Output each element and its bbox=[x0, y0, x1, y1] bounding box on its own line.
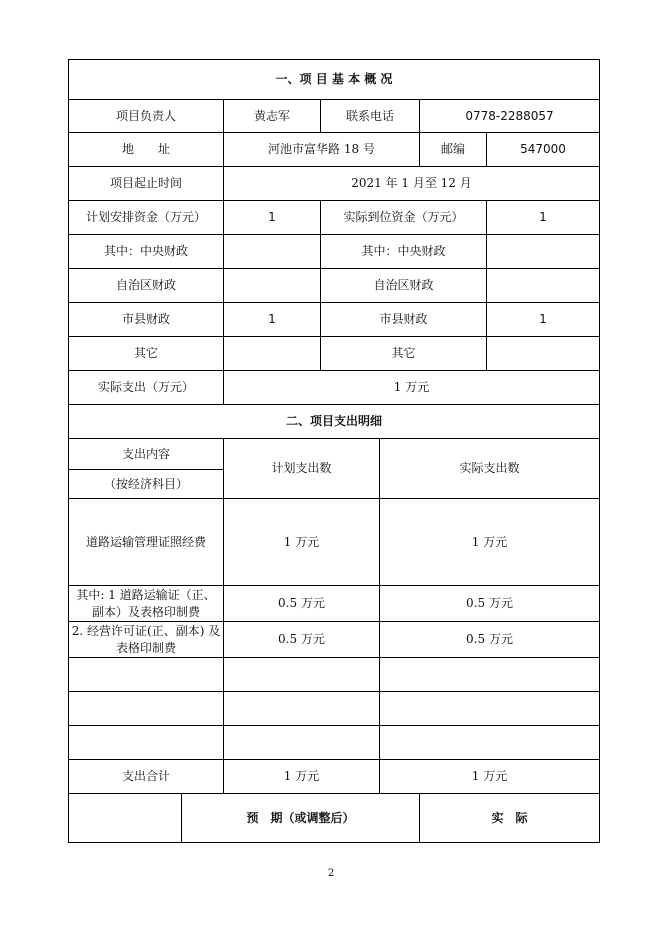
central-finance-label-right: 其中：中央财政 bbox=[361, 244, 446, 258]
section2-title: 二、项目支出明细 bbox=[285, 414, 382, 428]
city-finance-value-left: 1 bbox=[268, 312, 276, 326]
row2-planned: 0.5 万元 bbox=[278, 596, 325, 610]
header-content: 支出内容 bbox=[121, 446, 170, 461]
postcode-value: 547000 bbox=[520, 142, 566, 156]
city-finance-label-right: 市县财政 bbox=[379, 312, 428, 326]
address-value: 河池市富华路 18 号 bbox=[268, 142, 375, 156]
total-actual: 1 万元 bbox=[471, 769, 508, 783]
header-actual: 实际支出数 bbox=[459, 461, 520, 475]
actual-spend-value: 1 万元 bbox=[393, 380, 430, 394]
total-label: 支出合计 bbox=[121, 769, 170, 783]
postcode-label: 邮编 bbox=[440, 142, 465, 156]
section1-title: 一、项 目 基 本 概 况 bbox=[275, 72, 393, 86]
actual-spend-label: 实际支出（万元） bbox=[97, 380, 194, 394]
phone-value: 0778-2288057 bbox=[465, 108, 554, 123]
leader-label: 项目负责人 bbox=[115, 108, 176, 123]
header-planned: 计划支出数 bbox=[271, 461, 332, 475]
row2-actual: 0.5 万元 bbox=[466, 596, 513, 610]
header-content-sub: （按经济科目） bbox=[103, 476, 188, 491]
address-label: 地 址 bbox=[121, 142, 170, 156]
row3-planned: 0.5 万元 bbox=[278, 632, 325, 646]
planned-funds-value: 1 bbox=[268, 210, 276, 224]
other-label-right: 其它 bbox=[391, 346, 416, 360]
total-planned: 1 万元 bbox=[283, 769, 320, 783]
other-label-left: 其它 bbox=[133, 346, 158, 360]
leader-value: 黄志军 bbox=[253, 108, 290, 123]
actual-funds-label: 实际到位资金（万元） bbox=[343, 210, 464, 224]
row2-content: 其中: 1 道路运输证（正、副本）及表格印制费 bbox=[76, 587, 216, 619]
planned-funds-label: 计划安排资金（万元） bbox=[85, 210, 206, 224]
city-finance-value-right: 1 bbox=[539, 312, 547, 326]
period-value: 2021 年 1 月至 12 月 bbox=[351, 176, 472, 190]
period-label: 项目起止时间 bbox=[109, 176, 182, 190]
row1-content: 道路运输管理证照经费 bbox=[85, 534, 206, 549]
row3-actual: 0.5 万元 bbox=[466, 632, 513, 646]
central-finance-label-left: 其中：中央财政 bbox=[103, 244, 188, 258]
city-finance-label-left: 市县财政 bbox=[121, 312, 170, 326]
row1-actual: 1 万元 bbox=[471, 534, 508, 549]
actual-funds-value: 1 bbox=[539, 210, 547, 224]
expected-label: 预 期（或调整后） bbox=[246, 810, 355, 825]
actual-label: 实 际 bbox=[491, 810, 528, 825]
row3-content: 2. 经营许可证(正、副本) 及表格印制费 bbox=[71, 623, 221, 655]
region-finance-label-left: 自治区财政 bbox=[115, 278, 176, 292]
row1-planned: 1 万元 bbox=[283, 534, 320, 549]
phone-label: 联系电话 bbox=[345, 108, 394, 123]
region-finance-label-right: 自治区财政 bbox=[373, 278, 434, 292]
page-number: 2 bbox=[327, 868, 335, 879]
